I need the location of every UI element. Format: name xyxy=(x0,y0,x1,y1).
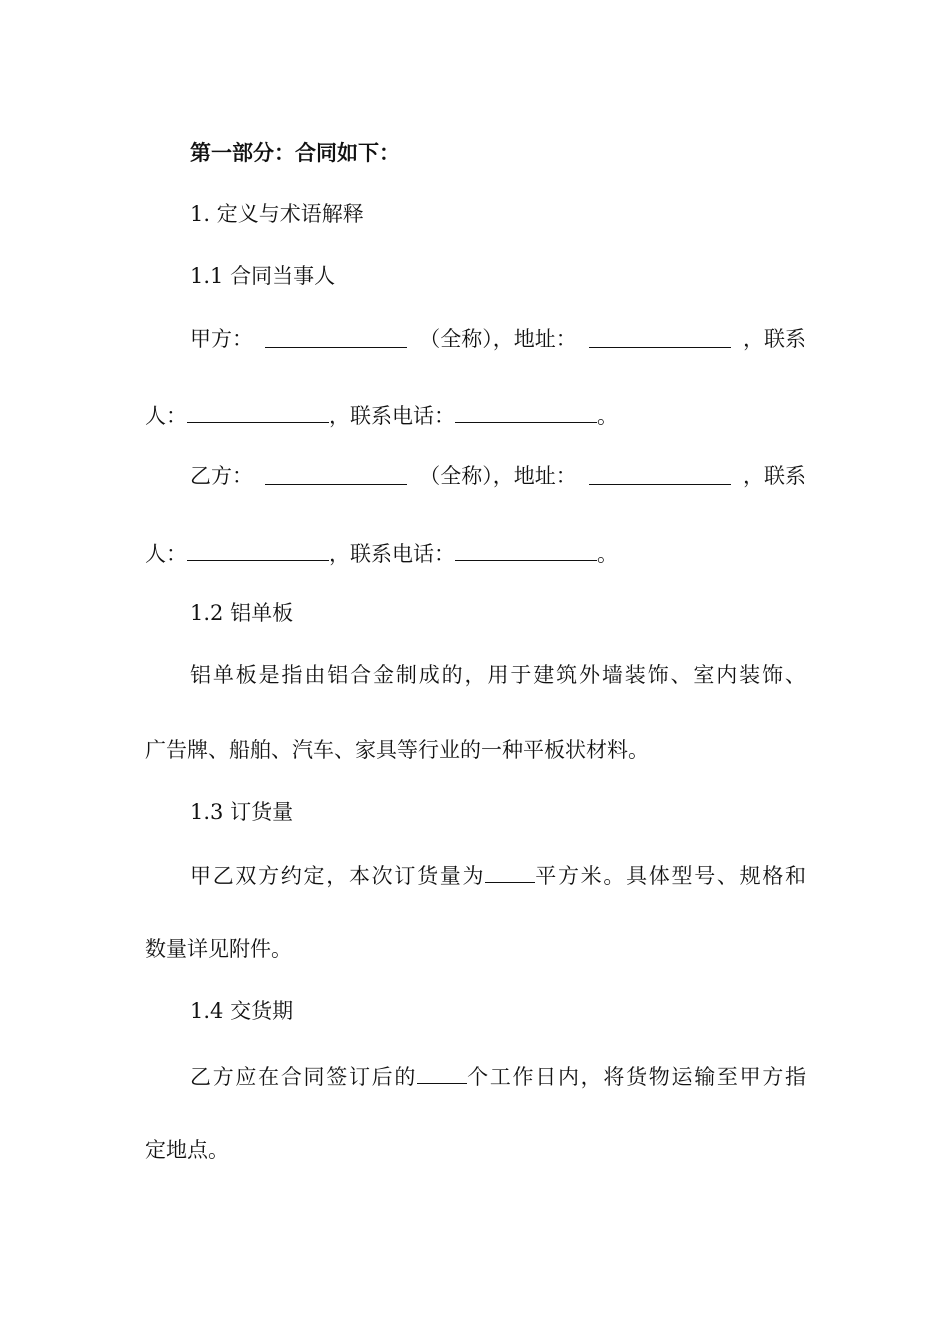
party-b-fullname-note: （全称），地址： xyxy=(419,464,577,488)
party-a-label: 甲方： xyxy=(190,327,253,351)
section-1-2-para-line-2: 广告牌、船舶、汽车、家具等行业的一种平板状材料。 xyxy=(145,738,649,762)
party-a-end: 。 xyxy=(597,404,618,428)
party-a-line-1 xyxy=(190,325,806,353)
section-1-4-title: 1.4 交货期 xyxy=(190,999,294,1023)
party-b-contact-head: 人： xyxy=(145,542,187,566)
section-1-1-title: 1.1 合同当事人 xyxy=(190,264,336,288)
party-b-name-blank[interactable] xyxy=(265,462,407,485)
section-1-2-para-text-1: 铝单板是指由铝合金制成的，用于建筑外墙装饰、室内装饰、 xyxy=(190,663,808,687)
party-b-phone-label: ，联系电话： xyxy=(329,542,455,566)
part-heading: 第一部分：合同如下： xyxy=(190,140,400,165)
party-b-contact-tail: ，联系 xyxy=(743,464,806,488)
party-a-contact-blank[interactable] xyxy=(187,400,329,423)
section-1-2-title: 1.2 铝单板 xyxy=(190,601,294,625)
section-1-3-title: 1.3 订货量 xyxy=(190,800,294,824)
party-a-line-2 xyxy=(145,400,618,430)
delivery-days-blank[interactable] xyxy=(417,1061,467,1084)
section-1-3-para-text-a: 甲乙双方约定，本次订货量为 平方米。具体型号、规格和 xyxy=(190,860,808,890)
party-b-contact-blank[interactable] xyxy=(187,538,329,561)
party-a-phone-blank[interactable] xyxy=(455,400,597,423)
party-a-name-blank[interactable] xyxy=(265,325,407,348)
section-1-4-para-text-a: 乙方应在合同签订后的 个工作日内，将货物运输至甲方指 xyxy=(190,1061,808,1091)
party-a-fullname-note: （全称），地址： xyxy=(419,327,577,351)
party-b-label: 乙方： xyxy=(190,464,253,488)
section-1-3-para-line-1 xyxy=(190,860,806,890)
section-1-title: 1. 定义与术语解释 xyxy=(190,202,364,226)
section-1-3-para-line-2: 数量详见附件。 xyxy=(145,937,292,961)
party-b-line-2 xyxy=(145,538,618,568)
party-b-phone-blank[interactable] xyxy=(455,538,597,561)
party-a-contact-tail: ，联系 xyxy=(743,327,806,351)
party-a-contact-head: 人： xyxy=(145,404,187,428)
party-b-address-blank[interactable] xyxy=(589,462,731,485)
party-a-address-blank[interactable] xyxy=(589,325,731,348)
party-a-phone-label: ，联系电话： xyxy=(329,404,455,428)
party-b-end: 。 xyxy=(597,542,618,566)
section-1-2-para-line-1 xyxy=(190,661,806,689)
section-1-4-para-line-2: 定地点。 xyxy=(145,1138,229,1162)
section-1-4-para-line-1 xyxy=(190,1061,806,1091)
party-b-line-1 xyxy=(190,462,806,490)
order-quantity-blank[interactable] xyxy=(485,860,535,883)
